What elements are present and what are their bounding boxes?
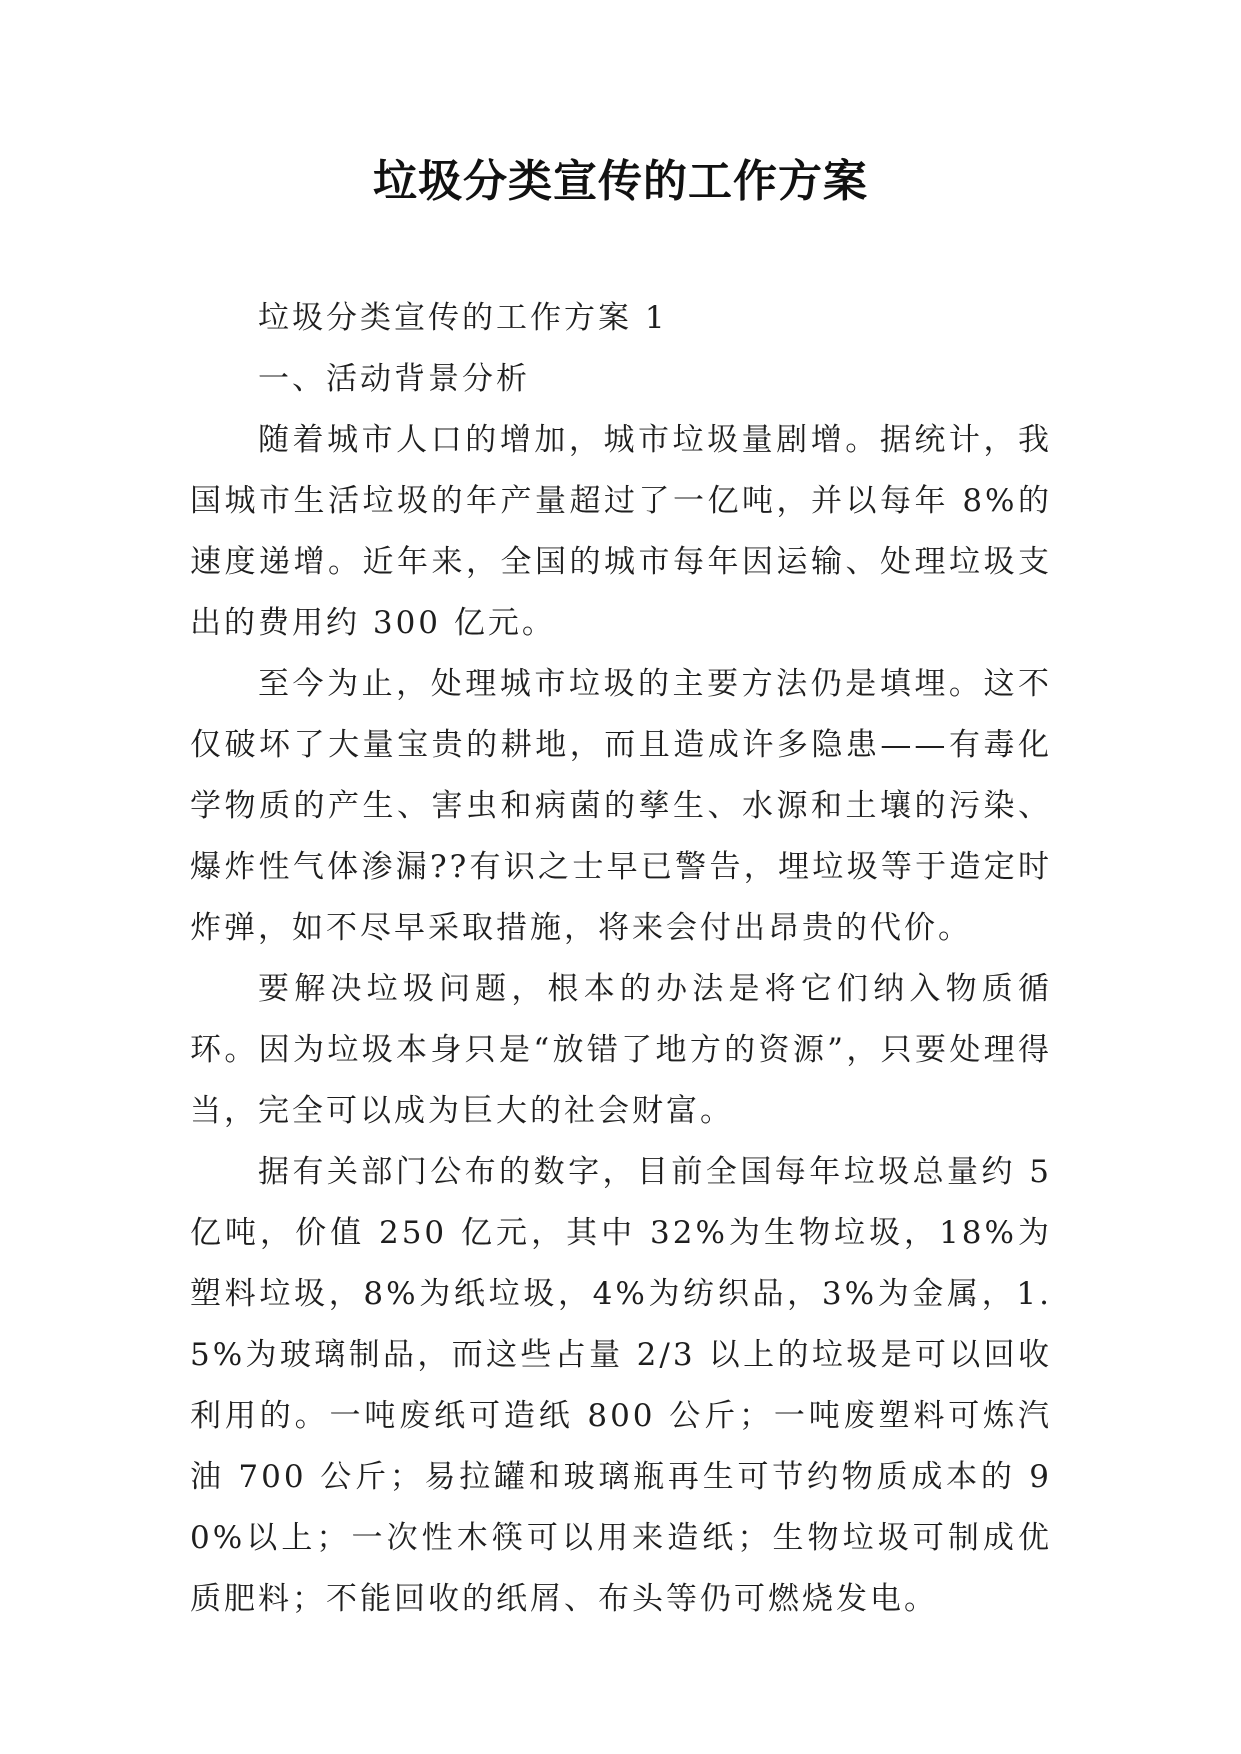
paragraph: 随着城市人口的增加，城市垃圾量剧增。据统计，我国城市生活垃圾的年产量超过了一亿吨，并以每年 8%的速度递增。近年来，全国的城市每年因运输、处理垃圾支出的费用约 300 亿元。 [190, 422, 1052, 641]
document-body [190, 288, 1052, 1630]
paragraph: 据有关部门公布的数字，目前全国每年垃圾总量约 5 亿吨，价值 250 亿元，其中 32%为生物垃圾，18%为塑料垃圾，8%为纸垃圾，4%为纺织品，3%为金属，1.5%为玻璃制品，而这些占量 2/3 以上的垃圾是可以回收利用的。一吨废纸可造纸 800 公斤；一吨废塑料可炼汽油 700 公斤；易拉罐和玻璃瓶再生可节约物质成本的 90%以上；一次性木筷可以用来造纸；生物垃圾可制成优质肥料；不能回收的纸屑、布头等仍可燃烧发电。 [190, 1154, 1052, 1617]
paragraph: 要解决垃圾问题，根本的办法是将它们纳入物质循环。因为垃圾本身只是“放错了地方的资源”，只要处理得当，完全可以成为巨大的社会财富。 [190, 971, 1052, 1129]
paragraph: 至今为止，处理城市垃圾的主要方法仍是填埋。这不仅破坏了大量宝贵的耕地，而且造成许多隐患——有毒化学物质的产生、害虫和病菌的孳生、水源和土壤的污染、爆炸性气体渗漏??有识之士早已警告，埋垃圾等于造定时炸弹，如不尽早采取措施，将来会付出昂贵的代价。 [190, 666, 1052, 946]
plan-subtitle: 垃圾分类宣传的工作方案 1 [258, 300, 668, 336]
document-title: 垃圾分类宣传的工作方案 [373, 156, 868, 207]
section-heading: 一、活动背景分析 [258, 361, 530, 397]
